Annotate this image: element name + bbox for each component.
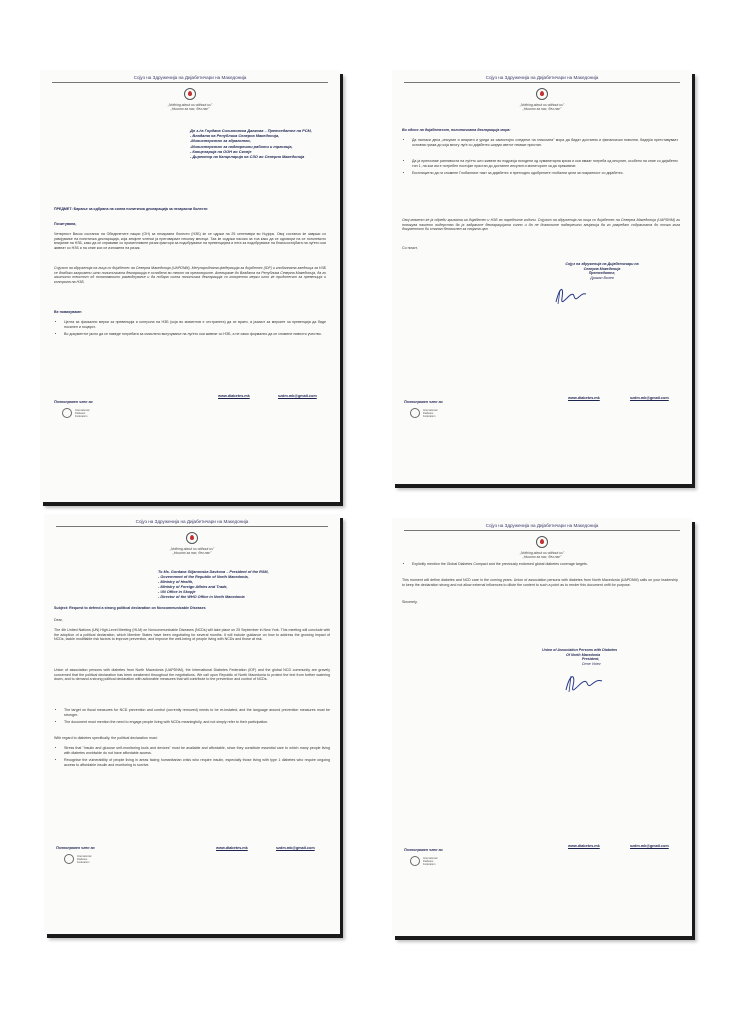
list-item: • Explicitly mention the Global Diabetes Compact and the previously endorsed global diabetes coverage targets.	[412, 562, 678, 567]
letter-page-1-english	[44, 514, 340, 934]
greeting: Почитувани,	[54, 222, 77, 226]
signature-block: Сојуз на здруженија на Дијабетичари на Северна Македонија Претседател, Драган Волев	[565, 262, 639, 280]
diabetes-demands-list	[402, 562, 678, 570]
list-item: • Експлицитно да ги спомене Глобалниот пакт за дијабетес и претходно одобрените глобални цели за покриеност со дијабетес.	[412, 171, 678, 176]
idf-logo-icon	[410, 408, 420, 418]
list-item: • Stress that "insulin and glucose self-monitoring tools and devices" must be available and affordable, since they constitute essential care to which many people living with diabetes worldwide do not have affordable access.	[64, 746, 330, 755]
idf-name: International Diabetes Federation	[77, 855, 92, 865]
website-link[interactable]: www.diabetes.mk	[568, 844, 600, 848]
blood-drop-logo-icon	[186, 532, 198, 544]
closing: Со почит,	[402, 246, 418, 250]
subject-line: Subject: Request to defend a strong political declaration on Noncommunicable Diseases	[54, 606, 206, 610]
paragraph-1: Четвртиот Висок состанок на Обединетите нации (ОН) за незаразни болести (НЗБ) ќе се одржи на 25 септември во Њујорк. Овој состанок ќе заврши со усвојување на политичка декларација, која земјите членки ја преговараат неколку месеци. Таа ќе содржи насоки за тоа како да се одговори на се поголемото влијание на НЗБ, како да се справиме со променливите ризик фактори за подобрување на превенцијата и нега за подобрување на благосостојбата на луѓето кои живеат со НЗБ и на оние кои се изложени на ризик.	[54, 232, 326, 250]
idf-name: International Diabetes Federation	[75, 409, 90, 419]
closing-paragraph: Овој момент ќе ја одреди грижата за дијабетес и НЗБ во наредните години. Сојузот на здруженија на лица со дијабетес на Северна Македонија (UAPDNM) ги повикува нашето лидерство да ја задржите декларацијата силно и да не дозволите надворешни влијанија да го разредат содржината до точка кога документот би станал бесмислен за својата цел.	[402, 218, 680, 232]
list-item: • The target on fiscal measures for NCD prevention and control (currently removed) needs to be re-instated, and the language around prevention measures must be stronger.	[64, 708, 330, 717]
slogan: „Nothing about us without us" „Ништо за нас, без нас"	[519, 103, 565, 112]
list-item: • Да нагласи дека „инсулин и апарати и уреди за самостојно следење на гликозата" мора да бидат достапни и финансиски поволни, бидејќи претставуваат основна грижа до која многу луѓе со дијабетес ширум светот немаат пристап.	[412, 138, 678, 147]
closing-paragraph: This moment will define diabetes and NCD care in the coming years. Union of association persons with diabetes from North Macedonia (UAPDNM) calls on your leadership to keep the declaration strong and not allow external influences to dilute the content to such a point as to render this document unfit for purpose.	[402, 578, 678, 587]
slogan: „Nothing about us without us" „Ништо за нас, без нас"	[519, 551, 565, 560]
letterhead: Сојуз на Здруженија на Дијабетичари на Македонија	[52, 75, 328, 83]
member-label: Полноправен член во	[404, 848, 443, 852]
member-label: Полноправен член во	[56, 846, 95, 850]
letter-page-2-macedonian	[392, 70, 692, 484]
blood-drop-logo-icon	[536, 536, 548, 548]
slogan: „Nothing about us without us" „Ништо за нас, без нас"	[167, 103, 213, 112]
diabetes-intro: With regard to diabetes specifically, the political declaration must:	[54, 736, 158, 740]
letterhead: Сојуз на Здруженија на Дијабетичари на Македонија	[404, 75, 680, 83]
paragraph-2: Union of association persons with diabetes from North Macedonia (UAPDNM), the International Diabetes Federation (IDF) and the global NCD community are gravely concerned that the political declaration has been weakened throughout the negotiations. We call upon Republic of North Macedonia to protect the text from further watering down, and to demand a strong political declaration with actionable measures that will contribute to the prevention and control of NCDs.	[54, 668, 330, 682]
greeting: Dear,	[54, 618, 63, 622]
diabetes-demands-list	[54, 746, 330, 770]
email-link[interactable]: szdm.mk@gmail.com	[630, 396, 669, 400]
idf-logo-icon	[62, 408, 72, 418]
email-link[interactable]: szdm.mk@gmail.com	[630, 844, 669, 848]
we-call-heading: Ве повикуваме:	[54, 310, 83, 314]
website-link[interactable]: www.diabetes.mk	[216, 846, 248, 850]
diabetes-demands-list	[402, 138, 678, 179]
idf-name: International Diabetes Federation	[423, 409, 438, 419]
website-link[interactable]: www.diabetes.mk	[568, 396, 600, 400]
closing: Sincerely,	[402, 600, 418, 604]
letter-page-1-macedonian	[40, 70, 340, 502]
list-item: • Да ја препознае ранливоста на луѓето што живеат во подрачја погодени од хуманитарна криза и кои имаат потреба од инсулин, особено на оние со дијабетес тип 1, на кои им е потребен постојан пристап до достапен инсулин и мониторинг за да преживеат.	[412, 159, 678, 168]
list-item: • Recognise the vulnerability of people living in areas facing humanitarian crisis who require insulin, especially those living with type 1 diabetes who require ongoing access to affordable insulin and monitoring to survive.	[64, 758, 330, 767]
addressee-block: To Ms. Gordana Siljanovska Davkova – President of the RSM, - Government of the Republic of North Macedonia, - Ministry of Health, - Ministry of Foreign Affairs and Trade, - UN Office in Skopje - Director of the WHO Office in North Macedonia	[158, 570, 269, 599]
addressee-block: До з-ѓа Гордана Сиљановска Давкова – Претседател на РСМ, - Владата на Република Северна Македонија, -Министерство за здравство, -Министерство за надворешни работи и трговија, - Канцеларија на ООН во Скопје - Директор на Канцеларија на СЗО во Северна Македонија	[190, 128, 312, 160]
idf-name: International Diabetes Federation	[423, 857, 438, 867]
list-item: • Во документот јасно да се наведе потребата за смислено вклучување на луѓето кои живеат со НЗБ, а не само формално да се спомене нивното учество.	[64, 332, 326, 337]
blood-drop-logo-icon	[184, 88, 196, 100]
demands-list	[54, 320, 326, 340]
diabetes-intro: Во однос на дијабетесот, политичката декларација мора:	[402, 128, 511, 132]
idf-logo-icon	[64, 854, 74, 864]
list-item: • The document must mention the need to engage people living with NCDs meaningfully, and not simply refer to their participation.	[64, 720, 330, 725]
handwritten-signature	[562, 670, 606, 694]
website-link[interactable]: www.diabetes.mk	[218, 394, 250, 398]
ncd-demands-list	[54, 708, 330, 728]
handwritten-signature	[552, 284, 592, 306]
paragraph-1: The 4th United Nations (UN) High-Level Meeting (HLM) on Noncommunicable Diseases (NCDs) will take place on 25 September in New York. This meeting will conclude with the adoption of a political declaration, which Member States have been negotiating for several months. It will include guidance on how to address the growing impact of NCDs, tackle modifiable risk factors to improve prevention, and improve the well-being of people living with NCDs and those at risk.	[54, 628, 330, 642]
paragraph-2: Сојузот на здруженија на лица со дијабетес на Северна Македонија (UAPDNM), Меѓународната федерација за дијабетес (IDF) и глобалната заедница за НЗБ се длабоко загрижени што политичката декларација е ослабена во текот на преговорите. Апелираме до Владата на Република Северна Македонија, да го заштити текстот од понатамошно разводнување и да побара силна политичка декларација со конкретни мерки што ќе придонесат за превенција и контрола на НЗБ.	[54, 266, 326, 284]
letterhead: Сојуз на Здруженија на Дијабетичари на Македонија	[404, 523, 680, 531]
letterhead: Сојуз на Здруженија на Дијабетичари на Македонија	[56, 519, 328, 527]
slogan: „Nothing about us without us" „Ништо за нас, без нас"	[169, 547, 215, 556]
email-link[interactable]: szdm.mk@gmail.com	[278, 394, 317, 398]
email-link[interactable]: szdm.mk@gmail.com	[276, 846, 315, 850]
member-label: Полноправен член во	[54, 400, 93, 404]
signature-block: Union of Association Persons with Diabetes Of North Macedonia President, Drme Volev	[542, 648, 618, 666]
blood-drop-logo-icon	[536, 88, 548, 100]
letter-page-2-english	[392, 518, 692, 936]
idf-logo-icon	[410, 856, 420, 866]
list-item: • Целта за фискални мерки за превенција и контрола на НЗБ (која во моментов е отстранета) да се врати, а јазикот за мерките за превенција да биде посилен и поцврст.	[64, 320, 326, 329]
member-label: Полноправен член во	[404, 400, 443, 404]
subject-line: ПРЕДМЕТ: Барање за одбрана на силна политичка декларација за незаразни болести	[54, 207, 208, 211]
